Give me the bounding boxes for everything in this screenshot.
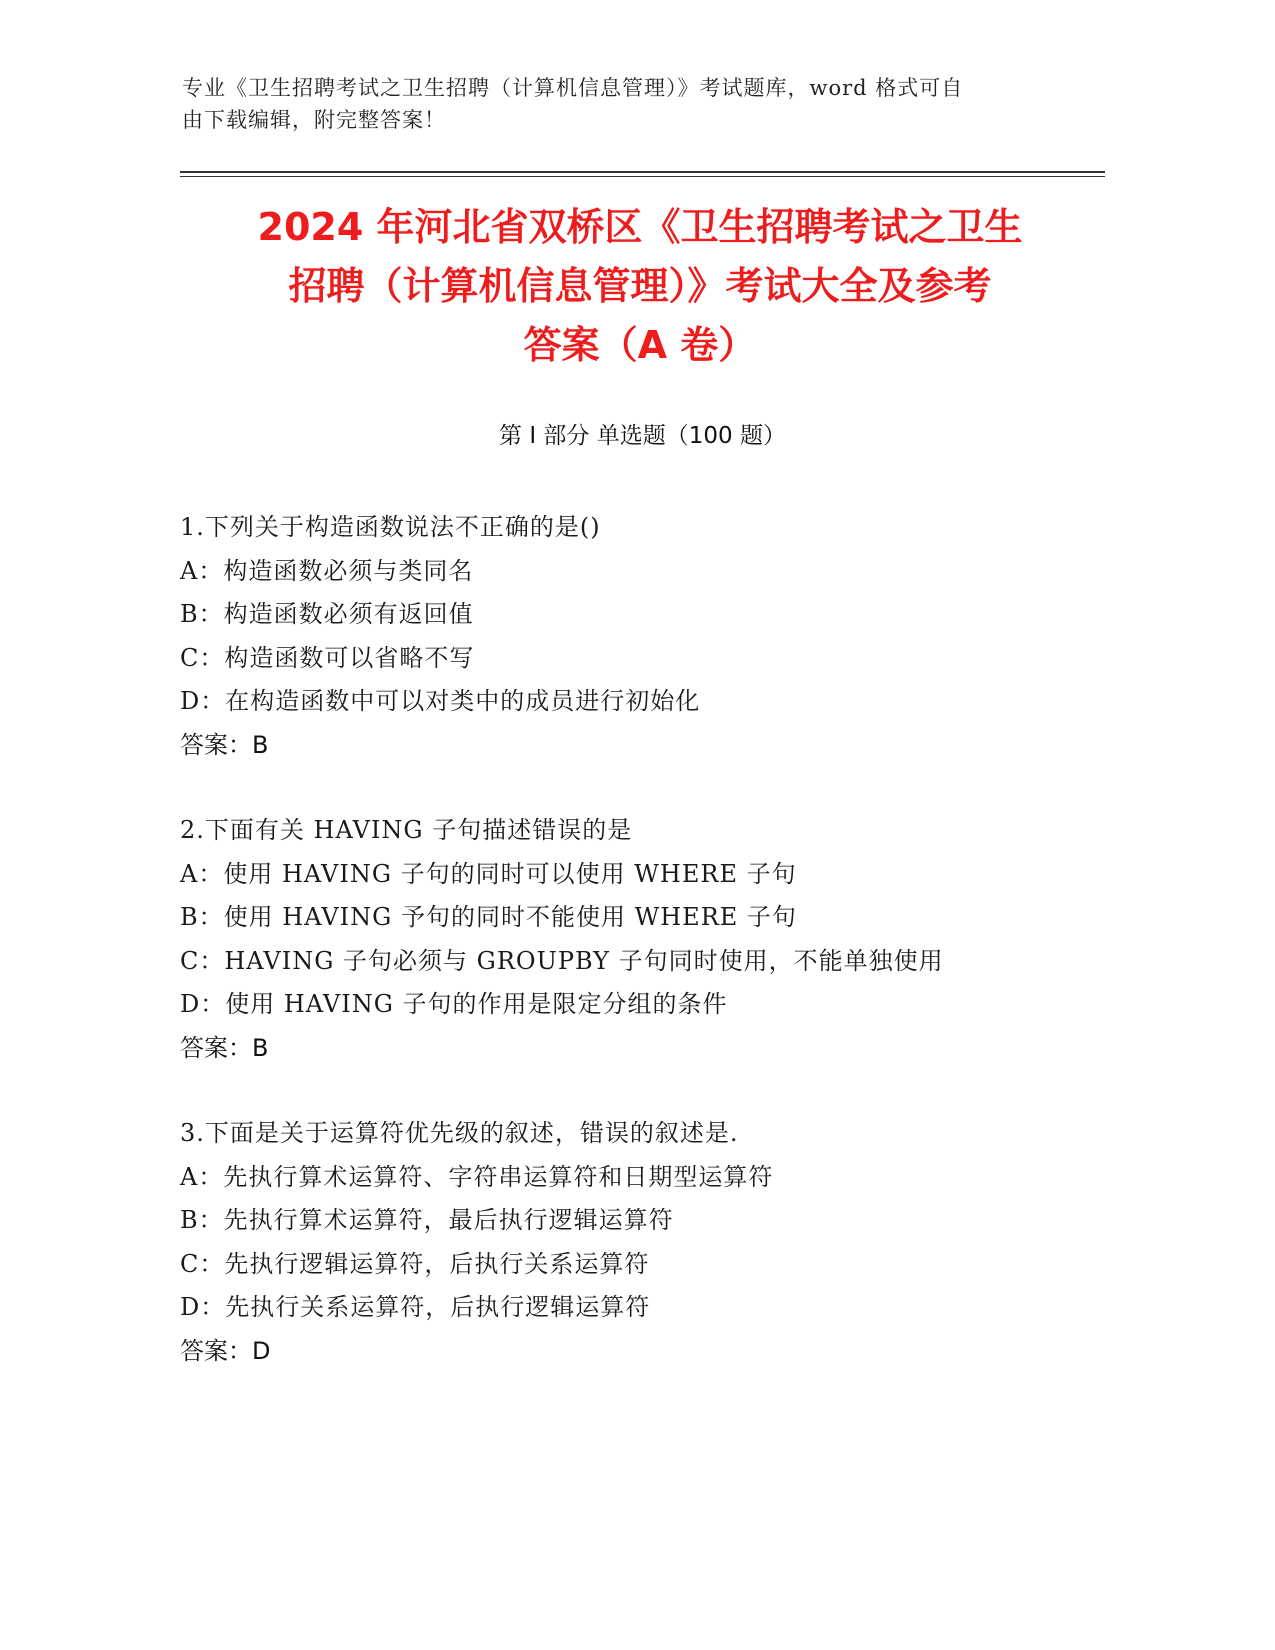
- option-b: B：使用 HAVING 予句的同时不能使用 WHERE 子句: [180, 903, 797, 931]
- option-d: D：在构造函数中可以对类中的成员进行初始化: [180, 687, 701, 715]
- question-item: [180, 506, 1105, 767]
- option-b: B：构造函数必须有返回值: [180, 600, 474, 628]
- title-line-1: 2024 年河北省双桥区《卫生招聘考试之卫生: [257, 205, 1023, 249]
- option-c: C：先执行逻辑运算符，后执行关系运算符: [180, 1249, 650, 1278]
- answer-line: 答案：B: [180, 1033, 269, 1062]
- answer-line: 答案：D: [180, 1336, 271, 1365]
- header-divider-thin: [180, 176, 1105, 177]
- title-line-3: 答案（A 卷）: [523, 323, 757, 367]
- answer-line: 答案：B: [180, 730, 269, 759]
- document-title: [175, 198, 1105, 375]
- option-c: C：HAVING 子句必须与 GROUPBY 子句同时使用，不能单独使用: [180, 946, 944, 975]
- header-note: [182, 72, 1062, 136]
- question-item: [180, 1112, 1105, 1373]
- option-a: A：构造函数必须与类同名: [180, 556, 474, 585]
- option-c: C：构造函数可以省略不写: [180, 643, 475, 672]
- question-item: [180, 809, 1105, 1070]
- option-b: B：先执行算术运算符，最后执行逻辑运算符: [180, 1206, 674, 1234]
- option-a: A：先执行算术运算符、字符串运算符和日期型运算符: [180, 1162, 774, 1191]
- title-line-2: 招聘（计算机信息管理）》考试大全及参考: [288, 264, 992, 308]
- header-note-line-1: 专业《卫生招聘考试之卫生招聘（计算机信息管理）》考试题库，word 格式可自: [182, 76, 964, 100]
- option-d: D：使用 HAVING 子句的作用是限定分组的条件: [180, 990, 728, 1018]
- header-note-line-2: 由下载编辑，附完整答案！: [182, 108, 446, 132]
- question-stem: 2.下面有关 HAVING 子句描述错误的是: [180, 816, 633, 844]
- header-divider-thick: [180, 171, 1105, 173]
- question-stem: 3.下面是关于运算符优先级的叙述，错误的叙述是.: [180, 1119, 739, 1147]
- question-stem: 1.下列关于构造函数说法不正确的是(): [180, 513, 601, 541]
- option-d: D：先执行关系运算符，后执行逻辑运算符: [180, 1293, 651, 1321]
- option-a: A：使用 HAVING 子句的同时可以使用 WHERE 子句: [180, 859, 797, 888]
- section-heading: 第 I 部分 单选题（100 题）: [499, 423, 786, 449]
- question-list: [180, 506, 1105, 1415]
